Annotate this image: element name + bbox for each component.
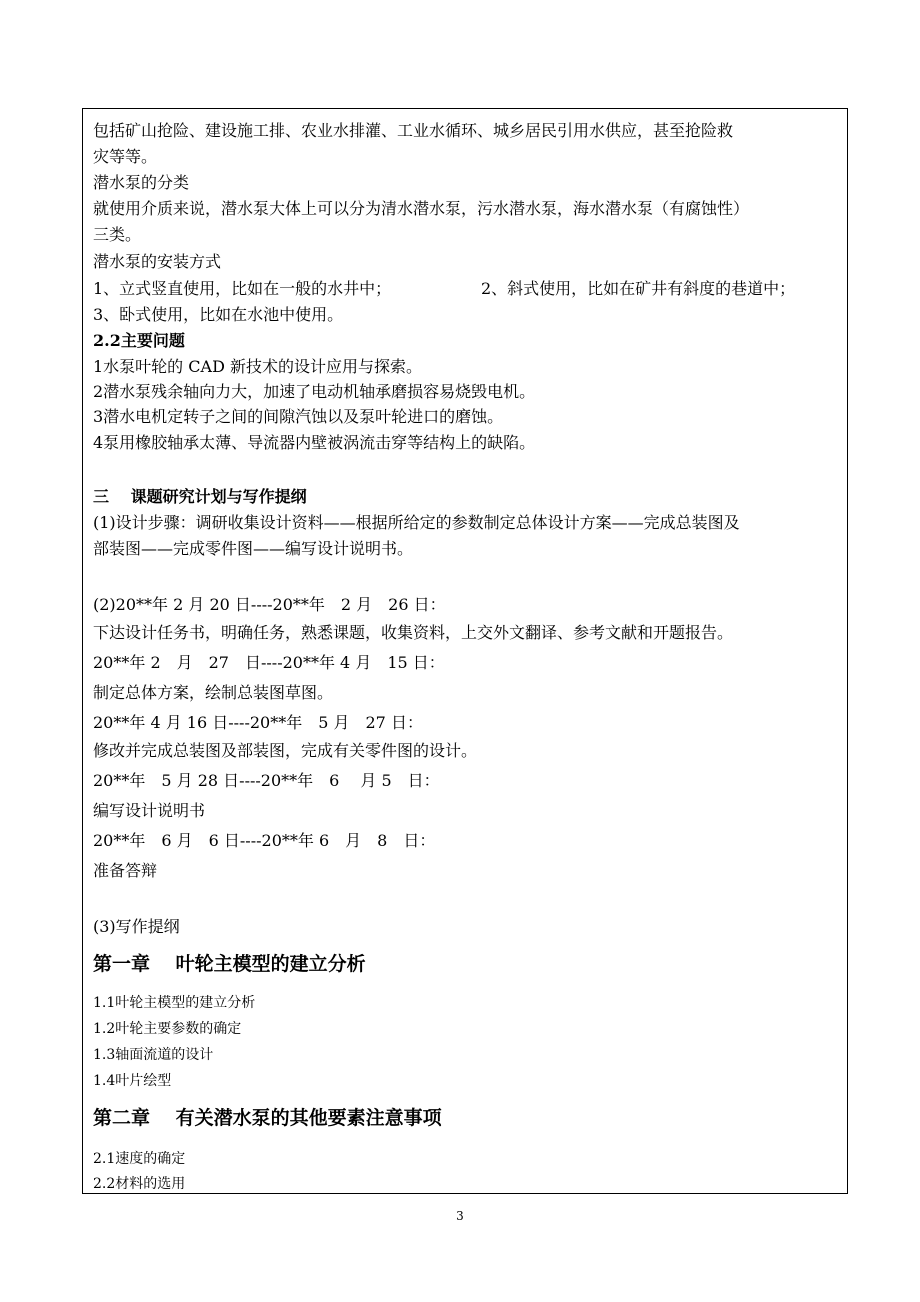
schedule-task: 修改并完成总装图及部装图，完成有关零件图的设计。 bbox=[93, 741, 478, 760]
schedule-task: 制定总体方案，绘制总装图草图。 bbox=[93, 683, 334, 702]
chapter-1-section: 1.3轴面流道的设计 bbox=[93, 1047, 214, 1063]
classification-line-1: 就使用介质来说，潜水泵大体上可以分为清水潜水泵，污水潜水泵，海水潜水泵（有腐蚀性） bbox=[93, 199, 750, 218]
installation-item-3: 3、卧式使用，比如在水池中使用。 bbox=[93, 305, 344, 324]
chapter-1-section: 1.1叶轮主模型的建立分析 bbox=[93, 995, 256, 1011]
problems-heading: 2.2主要问题 bbox=[93, 331, 185, 350]
classification-heading: 潜水泵的分类 bbox=[93, 173, 190, 192]
chapter-2-title: 第二章 有关潜水泵的其他要素注意事项 bbox=[93, 1107, 442, 1129]
problem-item: 3潜水电机定转子之间的间隙汽蚀以及泵叶轮进口的磨蚀。 bbox=[93, 407, 504, 426]
chapter-2-section: 2.1速度的确定 bbox=[93, 1151, 186, 1167]
chapter-1-section: 1.2叶轮主要参数的确定 bbox=[93, 1021, 242, 1037]
intro-line-1: 包括矿山抢险、建设施工排、农业水排灌、工业水循环、城乡居民引用水供应，甚至抢险救 bbox=[93, 121, 734, 140]
design-steps-line-1: (1)设计步骤：调研收集设计资料——根据所给定的参数制定总体设计方案——完成总装图及 bbox=[93, 513, 740, 532]
schedule-date: 20**年 6 月 6 日----20**年 6 月 8 日： bbox=[93, 831, 436, 850]
schedule-task: 编写设计说明书 bbox=[93, 801, 206, 820]
content-frame bbox=[82, 108, 848, 1194]
intro-line-2: 灾等等。 bbox=[93, 147, 158, 166]
chapter-2-section: 2.2材料的选用 bbox=[93, 1176, 186, 1192]
problem-item: 4泵用橡胶轴承太薄、导流器内壁被涡流击穿等结构上的缺陷。 bbox=[93, 433, 536, 452]
installation-heading: 潜水泵的安装方式 bbox=[93, 252, 222, 271]
schedule-date: 20**年 2 月 27 日----20**年 4 月 15 日： bbox=[93, 653, 445, 672]
outline-heading: (3)写作提纲 bbox=[93, 917, 180, 936]
plan-heading: 三 课题研究计划与写作提纲 bbox=[93, 487, 307, 506]
installation-item-1: 1、立式竖直使用，比如在一般的水井中； bbox=[93, 279, 392, 298]
chapter-1-section: 1.4叶片绘型 bbox=[93, 1073, 172, 1089]
page-number: 3 bbox=[456, 1209, 464, 1223]
schedule-task: 下达设计任务书，明确任务，熟悉课题，收集资料，上交外文翻译、参考文献和开题报告。 bbox=[93, 623, 734, 642]
schedule-date: 20**年 5 月 28 日----20**年 6 月 5 日： bbox=[93, 771, 440, 790]
installation-item-2: 2、斜式使用，比如在矿井有斜度的巷道中； bbox=[481, 279, 796, 298]
problem-item: 1水泵叶轮的 CAD 新技术的设计应用与探索。 bbox=[93, 357, 422, 376]
schedule-date: 20**年 4 月 16 日----20**年 5 月 27 日： bbox=[93, 713, 423, 732]
schedule-date: (2)20**年 2 月 20 日----20**年 2 月 26 日： bbox=[93, 595, 446, 614]
schedule-task: 准备答辩 bbox=[93, 861, 158, 880]
problem-item: 2潜水泵残余轴向力大，加速了电动机轴承磨损容易烧毁电机。 bbox=[93, 382, 536, 401]
classification-line-2: 三类。 bbox=[93, 225, 142, 244]
chapter-1-title: 第一章 叶轮主模型的建立分析 bbox=[93, 953, 366, 975]
design-steps-line-2: 部装图——完成零件图——编写设计说明书。 bbox=[93, 539, 414, 558]
